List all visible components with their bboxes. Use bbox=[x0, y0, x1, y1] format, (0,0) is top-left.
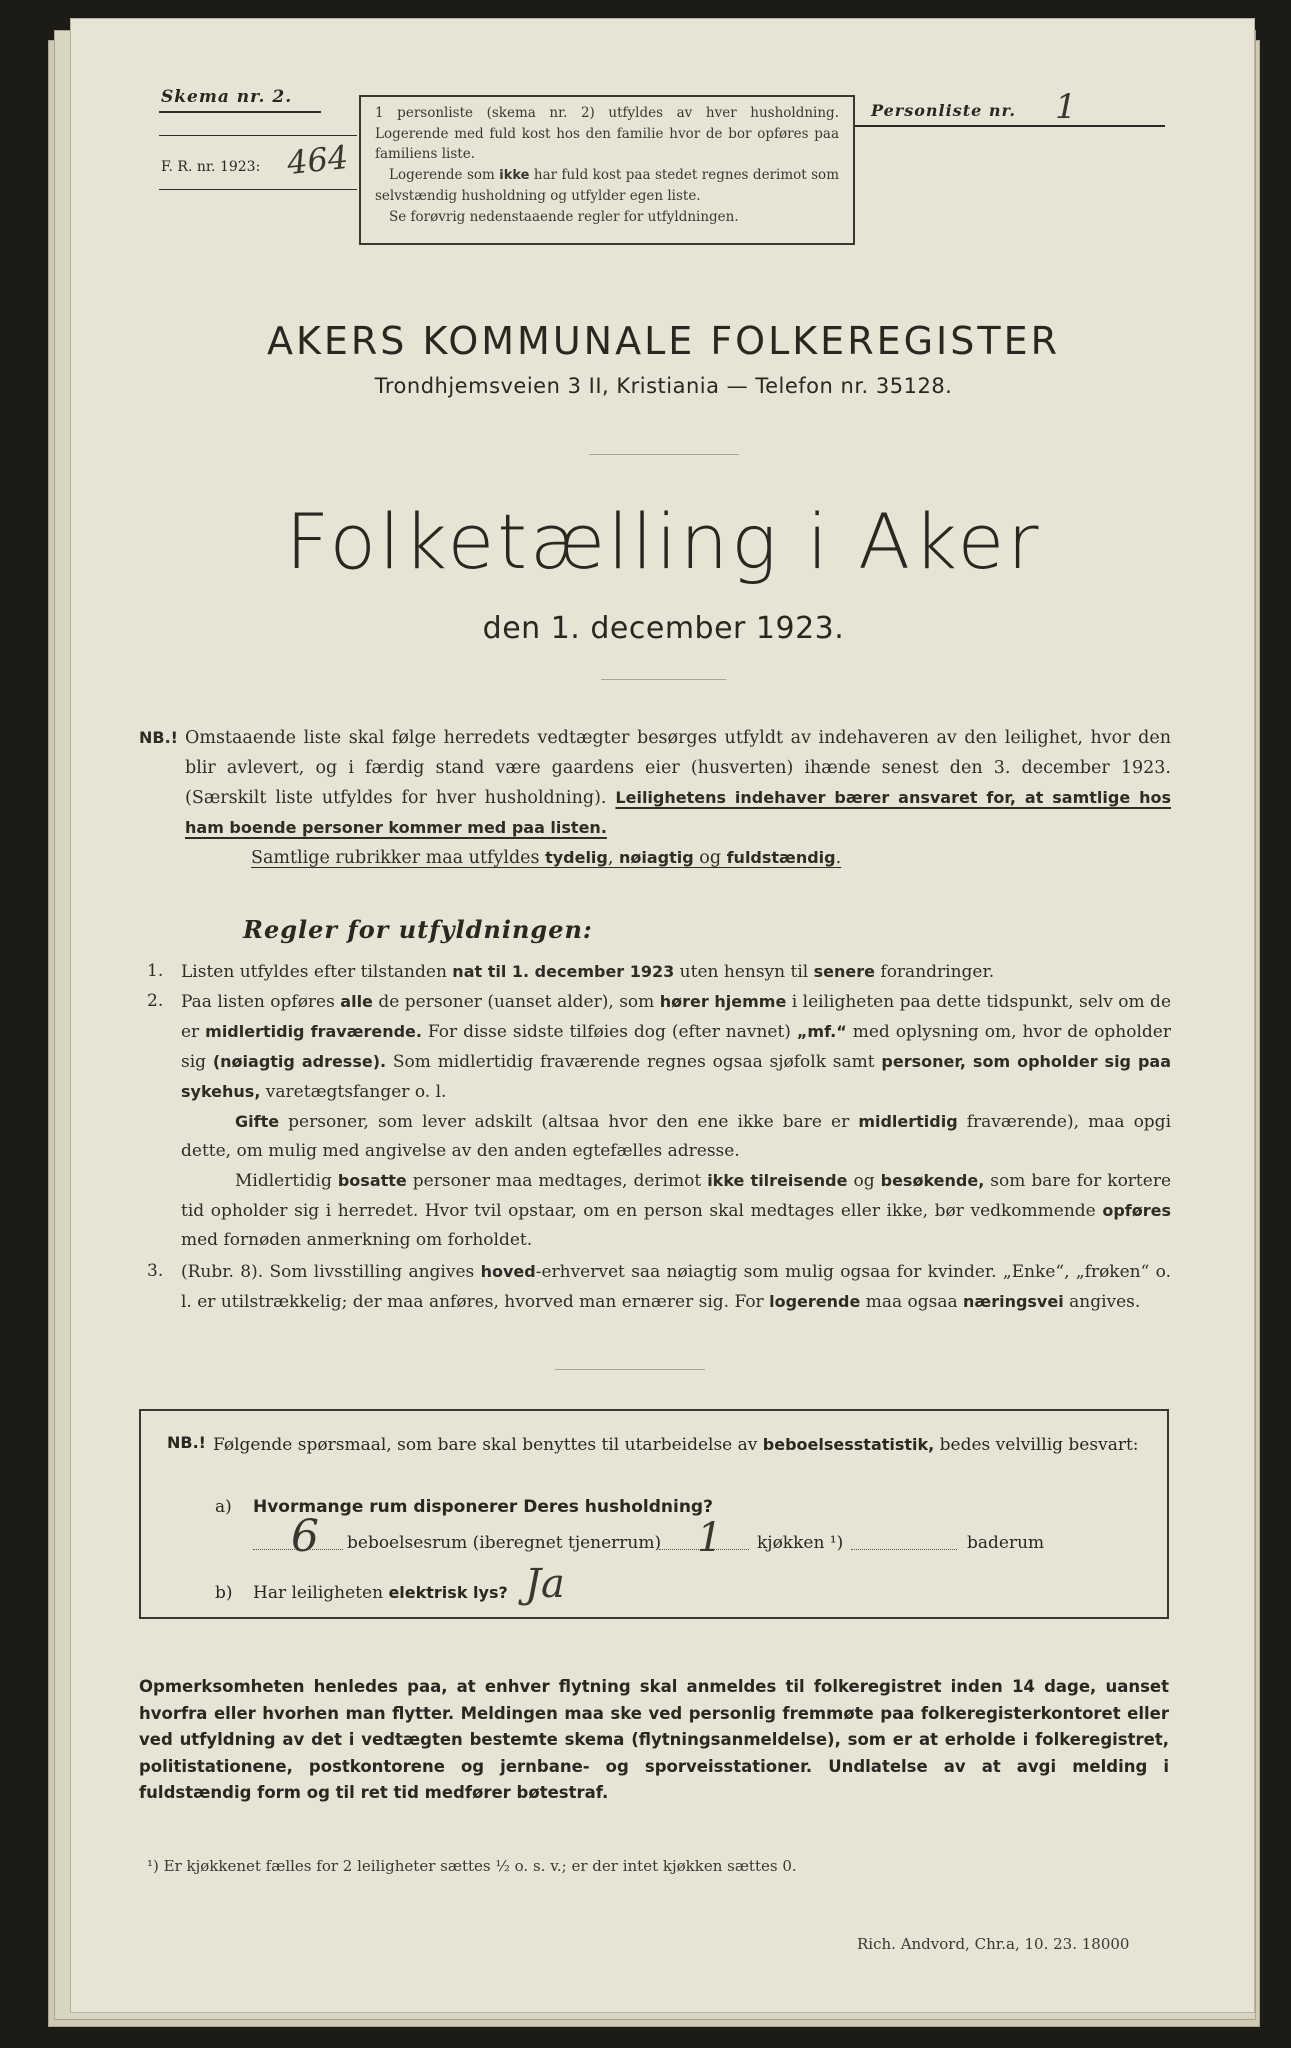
bath-label: baderum bbox=[967, 1533, 1045, 1553]
personliste-value: 1 bbox=[1055, 87, 1077, 127]
schema-rule-2 bbox=[159, 135, 357, 136]
personliste-label: Personliste nr. bbox=[871, 101, 1016, 120]
fr-rule bbox=[159, 189, 357, 190]
rooms-answer-value: 6 bbox=[291, 1511, 319, 1562]
nb-section bbox=[139, 723, 1171, 873]
notice-box bbox=[359, 95, 855, 245]
notice-line-2: Logerende som ikke har fuld kost paa stedet regnes derimot som selvstændig husholdning og utfylder egen liste. bbox=[375, 166, 839, 204]
divider-2 bbox=[601, 679, 726, 680]
kitchen-answer-value: 1 bbox=[697, 1515, 723, 1561]
fr-number-label: F. R. nr. 1923: bbox=[161, 159, 261, 175]
schema-number: Skema nr. 2. bbox=[161, 87, 293, 107]
main-title: Folketælling i Aker bbox=[285, 497, 1042, 586]
nb-fill-instruction: Samtlige rubrikker maa utfyldes tydelig, nøiagtig og fuldstændig. bbox=[251, 848, 842, 868]
rule-3: 3. (Rubr. 8). Som livsstilling angives hoved-erhvervet saa nøiagtig som mulig ogsaa for kvinder. „Enke“, „frøken“ o. l. er utilstrækkelig; der maa anføres, hvorved man ernærer sig. For logerende maa ogsaa næringsvei angives. bbox=[147, 1261, 1171, 1312]
divider-1 bbox=[589, 454, 739, 455]
title-date: den 1. december 1923. bbox=[482, 611, 845, 646]
nb-text: Omstaaende liste skal følge herredets vedtægter besørges utfyldt av indehaveren av den leilighet, hvor den blir avlevert, og i færdig stand være gaardens eier (husverten) ihænde senest den 3. december 1923. (Særskilt liste utfyldes for hver husholdning). Leilighetens indehaver bærer ansvaret for, at samtlige hos ham boende personer kommer med paa listen. bbox=[185, 728, 1171, 837]
divider-3 bbox=[555, 1369, 705, 1370]
office-name: AKERS KOMMUNALE FOLKEREGISTER bbox=[266, 319, 1061, 363]
rule-2-para-b: Gifte personer, som lever adskilt (altsaa hvor den ene ikke bare er midlertidig fraværende), maa opgi dette, om mulig med angivelse av den anden egtefælles adresse. bbox=[181, 1112, 1172, 1161]
rule-2: 2. Paa listen opføres alle de personer (uanset alder), som hører hjemme i leiligheten paa dette tidspunkt, selv om de er midlertidig fraværende. For disse sidste tilføies dog (efter navnet) „mf.“ med oplysning om, hvor de opholder sig (nøiagtig adresse). Som midlertidig fraværende regnes ogsaa sjøfolk samt personer, som opholder sig paa sykehus, varetægtsfanger o. l. Gifte personer, som lever adskilt (altsaa hvor den ene ikke bare er midlertidig fraværende), maa opgi dette, om mulig med angivelse av den anden egtefælles adresse. Midlertidig bosatte personer maa medtages, derimot ikke tilreisende og besøkende, som bare for kortere tid opholder sig i herredet. Hvor tvil opstaar, om en person skal medtages eller ikke, bør vedkommende opføres med fornøden anmerkning om forholdet. bbox=[181, 987, 1171, 1255]
fr-number-value: 464 bbox=[285, 137, 350, 183]
moving-notice: Opmerksomheten henledes paa, at enhver flytning skal anmeldes til folkeregistret inden 14 dage, uanset hvorfra eller hvorhen man flytter. Meldingen maa ske ved personlig fremmøte paa folkeregisterkontoret eller ved utfyldning av det i vedtægten bestemte skema (flytningsanmeldelse), som er at erholde i folkeregistret, politistationene, postkontorene og jernbane- og sporveisstationer. Undlatelse av at avgi melding i fuldstændig form og til ret tid medfører bøtestraf. bbox=[139, 1677, 1169, 1802]
statistics-question-box bbox=[139, 1409, 1169, 1619]
question-b-text: Har leiligheten elektrisk lys? bbox=[253, 1583, 508, 1603]
nb-label: NB.! bbox=[139, 728, 178, 747]
schema-rule bbox=[159, 111, 321, 113]
questions-intro: Følgende spørsmaal, som bare skal benyttes til utarbeidelse av beboelsesstatistik, bedes velvillig besvart: bbox=[213, 1435, 1139, 1455]
rooms-label: beboelsesrum (iberegnet tjenerrum) bbox=[347, 1533, 662, 1553]
question-a-label: a) bbox=[215, 1497, 232, 1517]
personliste-rule bbox=[855, 125, 1165, 127]
notice-line-3: Se forøvrig nedenstaaende regler for utfyldningen. bbox=[389, 208, 739, 225]
question-a-text: Hvormange rum disponerer Deres husholdning? bbox=[253, 1497, 713, 1517]
rule-1: 1. Listen utfyldes efter tilstanden nat til 1. december 1923 uten hensyn til senere forandringer. bbox=[147, 961, 995, 982]
office-address: Trondhjemsveien 3 II, Kristiania — Telefon nr. 35128. bbox=[374, 374, 953, 398]
rule-2-para-c: Midlertidig bosatte personer maa medtages, derimot ikke tilreisende og besøkende, som bare for kortere tid opholder sig i herredet. Hvor tvil opstaar, om en person skal medtages eller ikke, bør vedkommende opføres med fornøden anmerkning om forholdet. bbox=[181, 1171, 1172, 1250]
bath-answer-line bbox=[851, 1549, 957, 1550]
printer-imprint: Rich. Andvord, Chr.a, 10. 23. 18000 bbox=[857, 1935, 1130, 1953]
questions-nb-label: NB.! bbox=[167, 1433, 206, 1452]
question-b-label: b) bbox=[215, 1583, 233, 1603]
rules-heading: Regler for utfyldningen: bbox=[243, 915, 593, 944]
kitchen-label: kjøkken ¹) bbox=[757, 1533, 844, 1553]
census-form-page bbox=[70, 18, 1255, 2013]
rule-2-para-a: Paa listen opføres alle de personer (uanset alder), som hører hjemme i leiligheten paa dette tidspunkt, selv om de er midlertidig fraværende. For disse sidste tilføies dog (efter navnet) „mf.“ med oplysning om, hvor de opholder sig (nøiagtig adresse). Som midlertidig fraværende regnes ogsaa sjøfolk samt personer, som opholder sig paa sykehus, varetægtsfanger o. l. bbox=[181, 992, 1172, 1102]
notice-line-1: 1 personliste (skema nr. 2) utfyldes av hver husholdning. Logerende med fuld kost hos den familie hvor de bor opføres paa familiens liste. bbox=[375, 105, 839, 162]
kitchen-footnote: ¹) Er kjøkkenet fælles for 2 leiligheter sættes ½ o. s. v.; er der intet kjøkken sættes 0. bbox=[147, 1857, 797, 1875]
electric-light-answer: Ja bbox=[525, 1561, 565, 1607]
